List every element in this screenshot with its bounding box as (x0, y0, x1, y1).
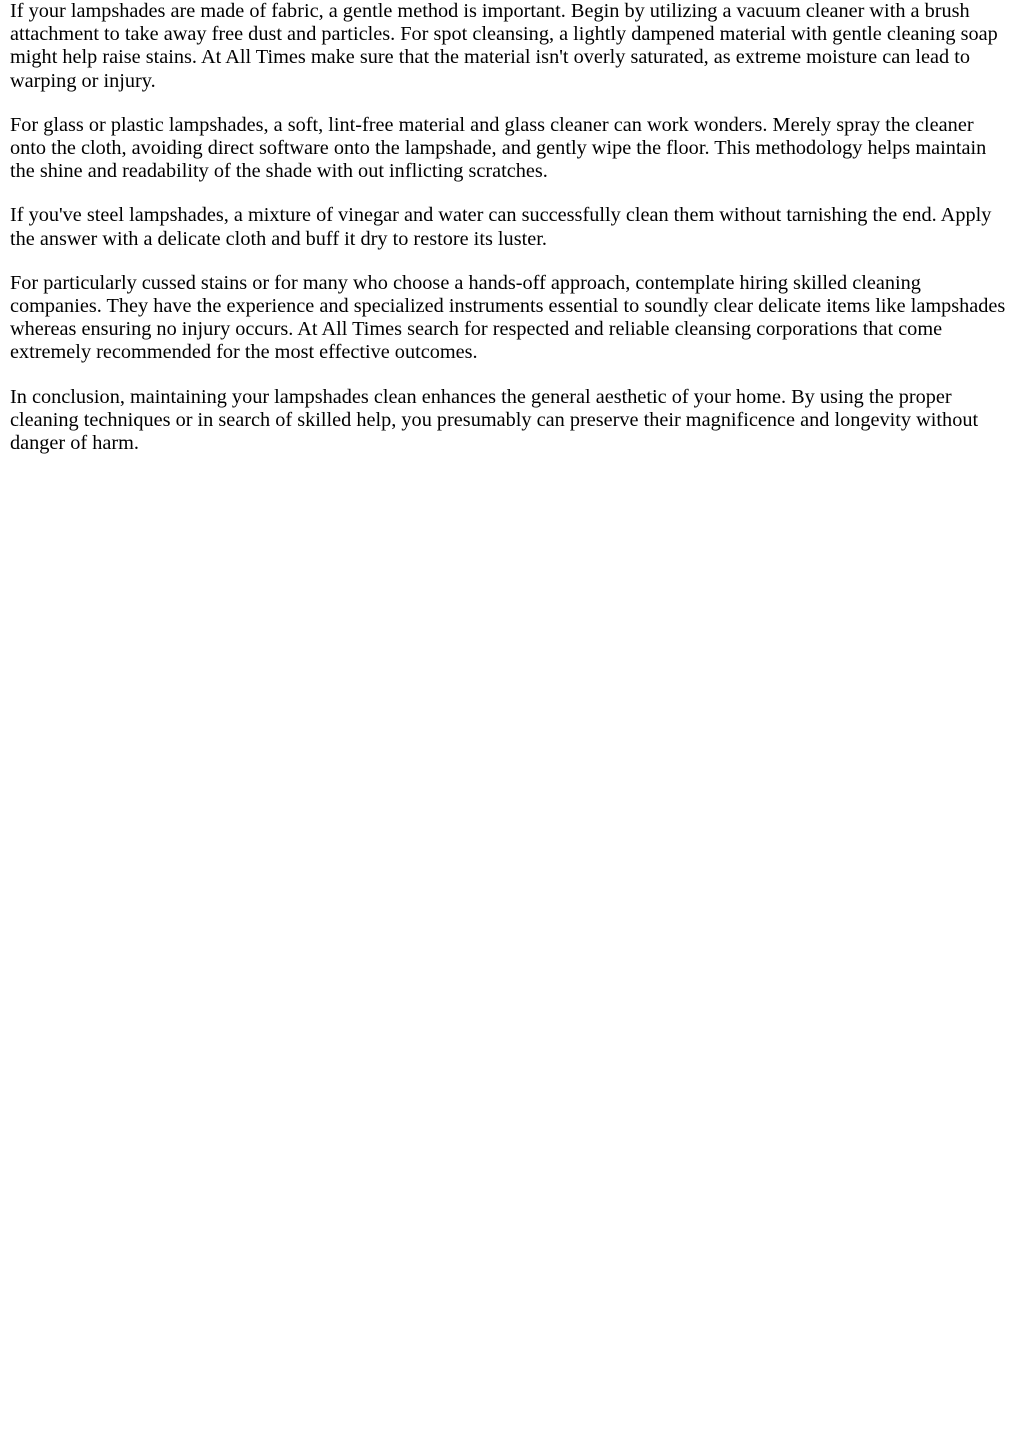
paragraph-glass-plastic-lampshades: For glass or plastic lampshades, a soft, lint-free material and glass cleaner can work wonders. Merely spray the cleaner onto the cloth, avoiding direct software onto the lampshade, and gently wipe the floor. This methodology helps maintain the shine and readability of the shade with out inflicting scratches. (10, 113, 987, 183)
paragraph-fabric-lampshades: If your lampshades are made of fabric, a gentle method is important. Begin by utilizing a vacuum cleaner with a brush attachment to take away free dust and particles. For spot cleansing, a lightly dampened material with gentle cleaning soap might help raise stains. At All Times make sure that the material isn't overly saturated, as extreme moisture can lead to warping or injury. (10, 0, 998, 92)
paragraph-steel-lampshades: If you've steel lampshades, a mixture of vinegar and water can successfully clean them without tarnishing the end. Apply the answer with a delicate cloth and buff it dry to restore its luster. (10, 204, 992, 250)
paragraph-conclusion: In conclusion, maintaining your lampshades clean enhances the general aesthetic of your home. By using the proper cleaning techniques or in search of skilled help, you presumably can preserve their magnificence and longevity without danger of harm. (10, 385, 979, 455)
paragraph-professional-cleaning: For particularly cussed stains or for many who choose a hands-off approach, contemplate hiring skilled cleaning companies. They have the experience and specialized instruments essential to soundly clear delicate items like lampshades whereas ensuring no injury occurs. At All Times search for respected and reliable cleansing corporations that come extremely recommended for the most effective outcomes. (10, 271, 1006, 364)
article-body (10, 0, 1014, 455)
